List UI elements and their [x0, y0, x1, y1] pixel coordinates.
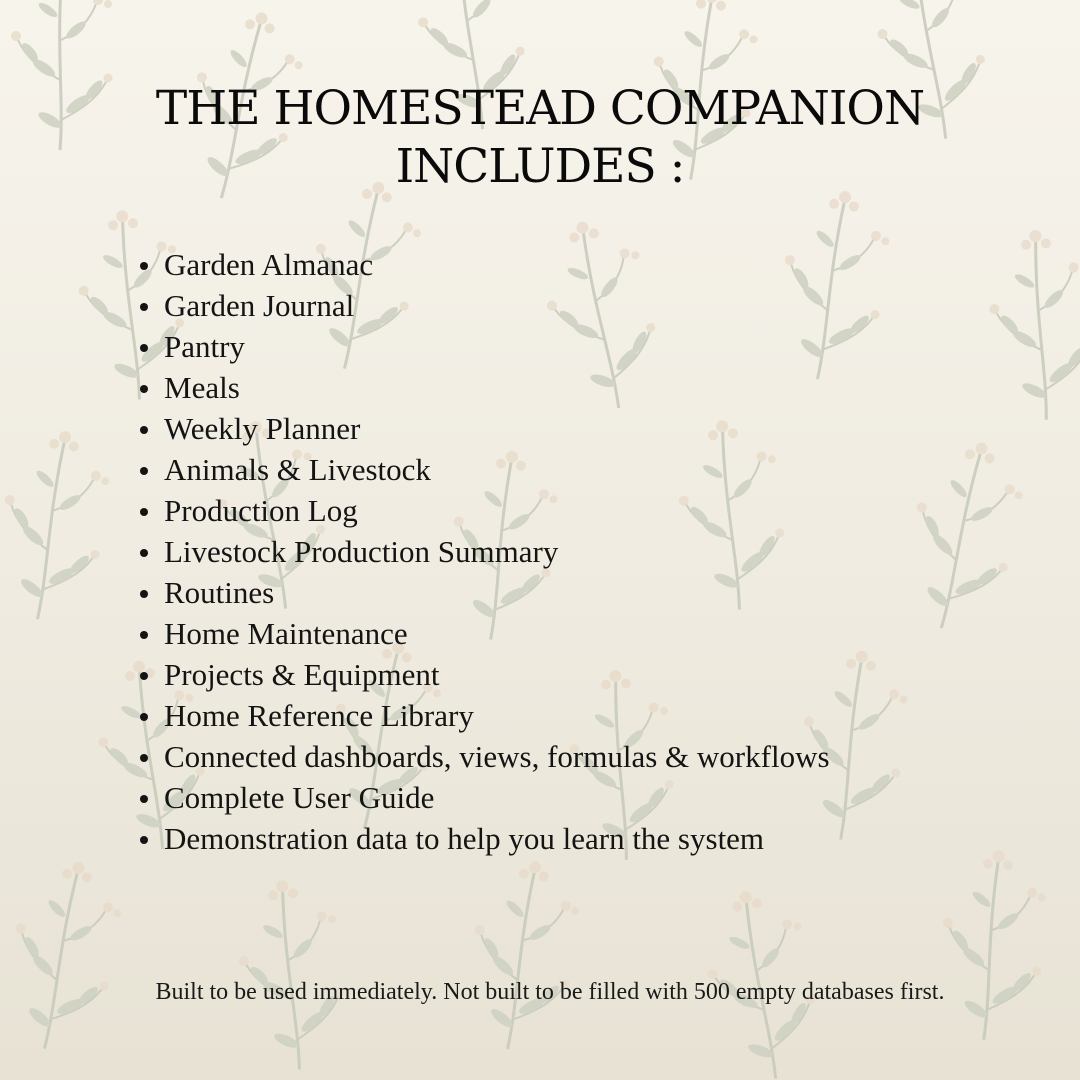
- list-item: Demonstration data to help you learn the system: [164, 818, 830, 859]
- list-item: Pantry: [164, 326, 830, 367]
- list-item: Meals: [164, 367, 830, 408]
- list-item: Garden Almanac: [164, 244, 830, 285]
- list-item: Garden Journal: [164, 285, 830, 326]
- page-title: [90, 80, 990, 196]
- list-item: Livestock Production Summary: [164, 531, 830, 572]
- list-item: Connected dashboards, views, formulas & workflows: [164, 736, 830, 777]
- list-item: Routines: [164, 572, 830, 613]
- list-item: Home Reference Library: [164, 695, 830, 736]
- list-item: Projects & Equipment: [164, 654, 830, 695]
- list-item: Production Log: [164, 490, 830, 531]
- list-item: Animals & Livestock: [164, 449, 830, 490]
- list-item: Complete User Guide: [164, 777, 830, 818]
- feature-list: [164, 244, 830, 859]
- title-line-1: THE HOMESTEAD COMPANION: [155, 81, 925, 136]
- list-item: Home Maintenance: [164, 613, 830, 654]
- footer-tagline: Built to be used immediately. Not built to be filled with 500 empty databases first.: [155, 979, 945, 1005]
- title-line-2: INCLUDES :: [395, 139, 685, 194]
- list-item: Weekly Planner: [164, 408, 830, 449]
